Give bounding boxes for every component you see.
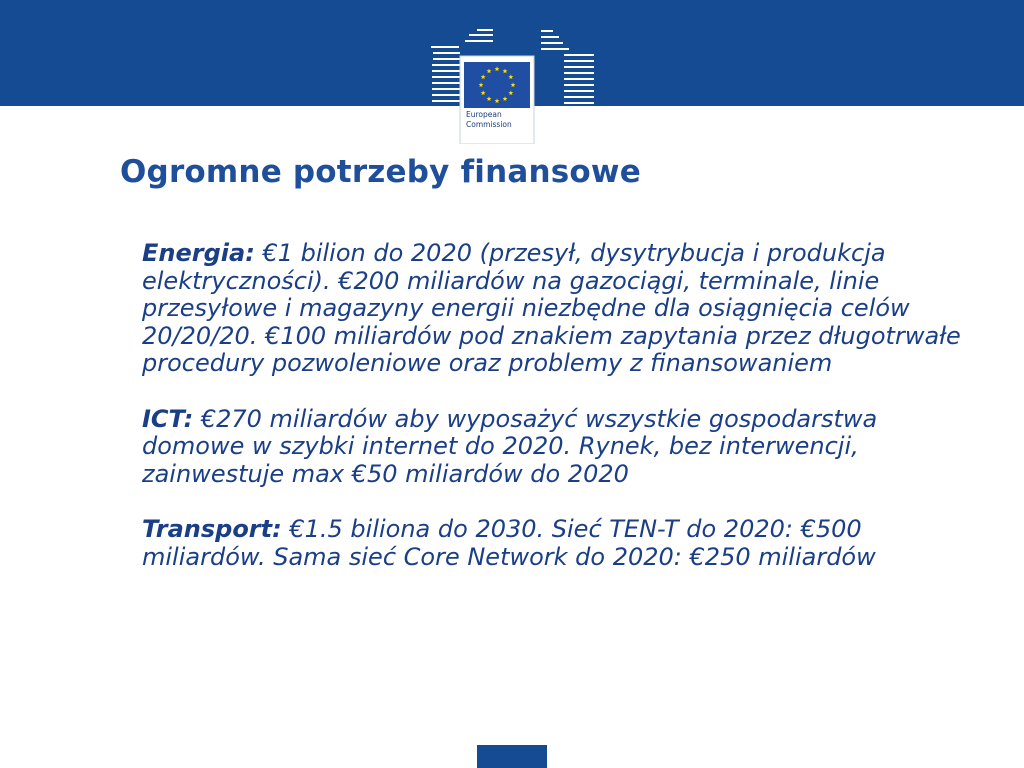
bullet-text: €270 miliardów aby wyposażyć wszystkie gospodarstwa domowe w szybki internet do 2020. Rynek, bez interwencji, zainwestuje max €50 miliardów do 2020 [142, 404, 878, 488]
slide-title: Ogromne potrzeby finansowe [120, 154, 641, 190]
bullet-label: Energia: [142, 239, 255, 267]
bullet-text: €1 bilion do 2020 (przesył, dysytrybucja i produkcja elektryczności). €200 miliardów na gazociągi, terminale, linie przesyłowe i magazyny energii niezbędne dla osiągnięcia celów 20/20/20. €100 miliardów pod znakiem zapytania przez długotrwałe procedury pozwoleniowe oraz problemy z finansowaniem [142, 239, 961, 377]
bullet-text: €1.5 biliona do 2030. Sieć TEN-T do 2020: €500 miliardów. Sama sieć Core Network do 2020: €250 miliardów [142, 515, 876, 571]
bullet-label: ICT: [142, 404, 194, 433]
footer-tab [477, 745, 547, 768]
bullet-energia [142, 240, 982, 378]
logo-caption [466, 110, 532, 130]
bullet-label: Transport: [142, 515, 282, 543]
bullet-ict [142, 406, 982, 489]
slide-content [142, 240, 982, 599]
logo-line-2: Commission [466, 120, 512, 129]
logo-line-1: European [466, 110, 502, 119]
bullet-transport [142, 516, 982, 571]
